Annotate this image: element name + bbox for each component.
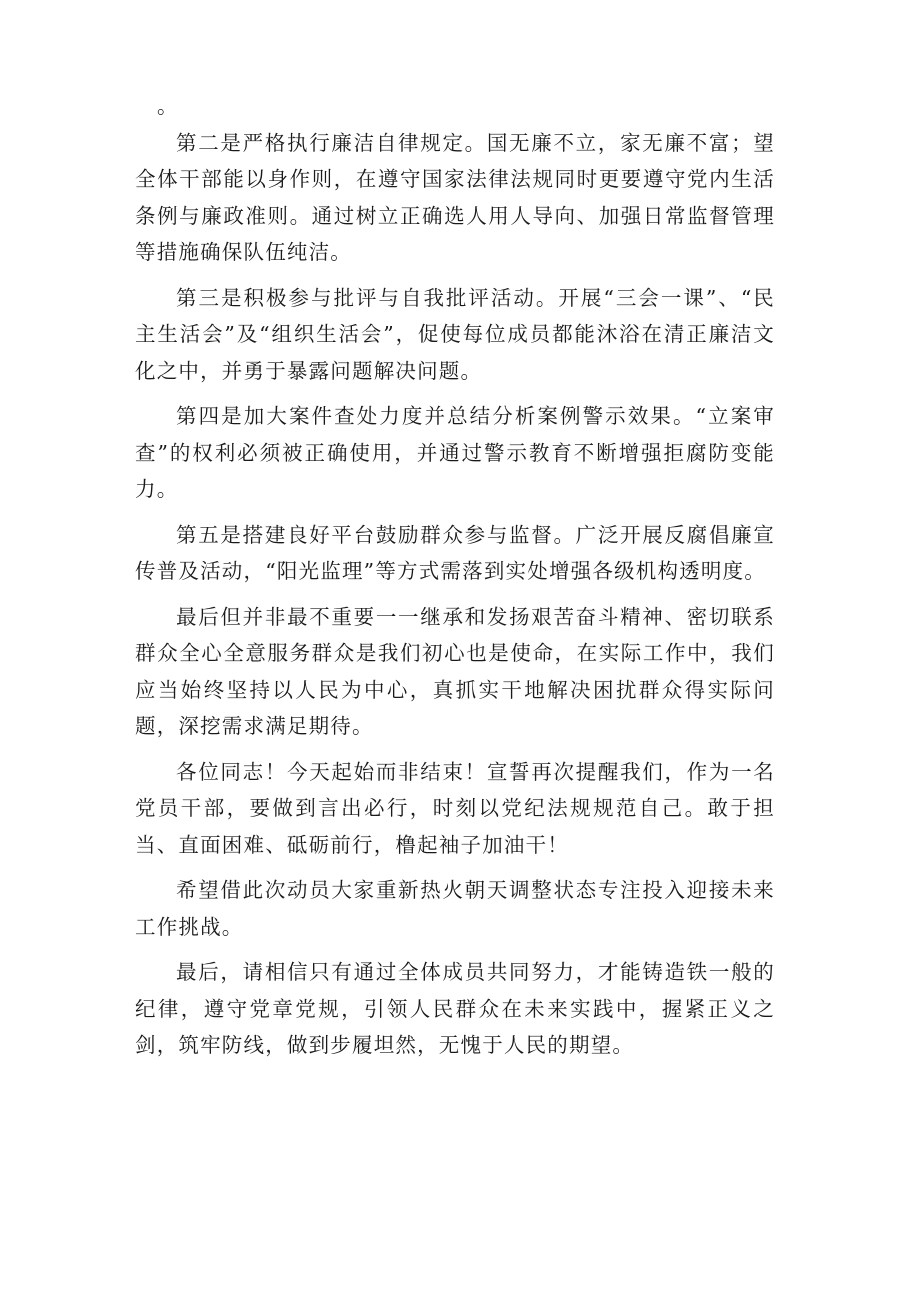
leading-punctuation: 。 bbox=[157, 94, 179, 118]
paragraph-mobilization-hope: 希望借此次动员大家重新热火朝天调整状态专注投入迎接未来工作挑战。 bbox=[135, 878, 775, 939]
paragraph-criticism-activities: 第三是积极参与批评与自我批评活动。开展“三会一课”、“民主生活会”及“组织生活会”，促使每位成员都能沐浴在清正廉洁文化之中，并勇于暴露问题解决问题。 bbox=[135, 285, 775, 383]
document-body bbox=[135, 88, 775, 1073]
paragraph-serve-the-people: 最后但并非最不重要一一继承和发扬艰苦奋斗精神、密切联系群众全心全意服务群众是我们初心也是使命，在实际工作中，我们应当始终坚持以人民为中心，真抓实干地解决困扰群众得实际问题，深挖需求满足期待。 bbox=[135, 604, 775, 738]
paragraph-integrity-rules: 第二是严格执行廉洁自律规定。国无廉不立，家无廉不富；望全体干部能以身作则，在遵守国家法律法规同时更要遵守党内生活条例与廉政准则。通过树立正确选人用人导向、加强日常监督管理等措施确保队伍纯洁。 bbox=[135, 130, 775, 264]
paragraph-closing: 最后，请相信只有通过全体成员共同努力，才能铸造铁一般的纪律，遵守党章党规，引领人民群众在未来实践中，握紧正义之剑，筑牢防线，做到步履坦然，无愧于人民的期望。 bbox=[135, 960, 775, 1057]
paragraph-public-supervision: 第五是搭建良好平台鼓励群众参与监督。广泛开展反腐倡廉宣传普及活动，“阳光监理”等方式需落到实处增强各级机构透明度。 bbox=[135, 522, 775, 583]
paragraph-comrades-call: 各位同志！今天起始而非结束！宣誓再次提醒我们，作为一名党员干部，要做到言出必行，时刻以党纪法规规范自己。敢于担当、直面困难、砥砺前行，橹起袖子加油干！ bbox=[135, 759, 775, 857]
paragraph-case-investigation: 第四是加大案件查处力度并总结分析案例警示效果。“立案审查”的权利必须被正确使用，并通过警示教育不断增强拒腐防变能力。 bbox=[135, 404, 775, 501]
